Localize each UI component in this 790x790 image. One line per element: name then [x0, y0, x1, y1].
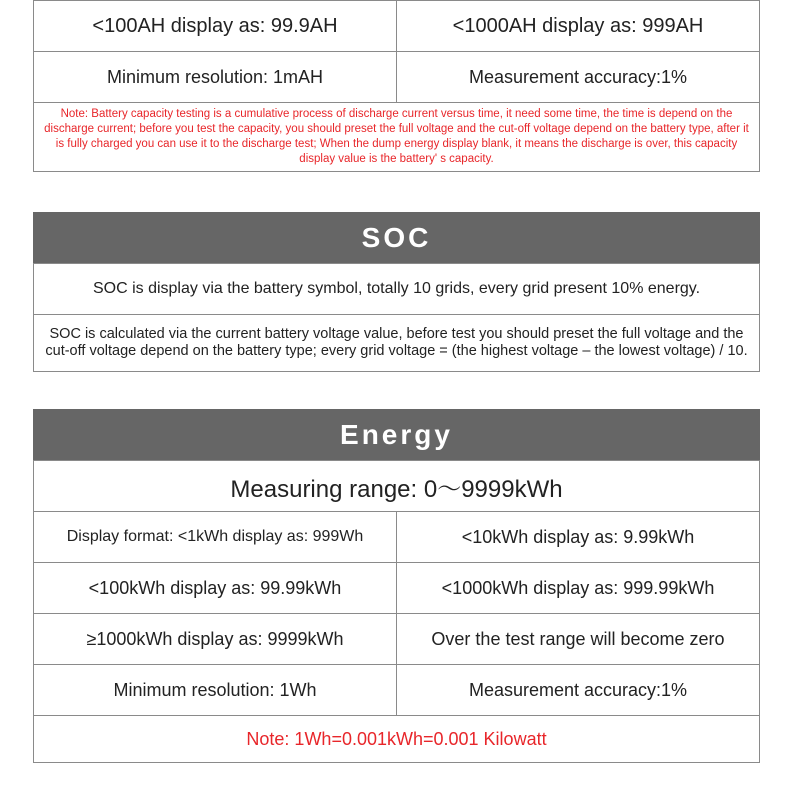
energy-row2-right: <1000kWh display as: 999.99kWh	[396, 562, 760, 614]
soc-line1: SOC is display via the battery symbol, totally 10 grids, every grid present 10% energy.	[33, 263, 760, 315]
capacity-row1-right: <1000AH display as: 999AH	[396, 0, 760, 52]
capacity-min-resolution: Minimum resolution: 1mAH	[33, 51, 397, 103]
energy-note: Note: 1Wh=0.001kWh=0.001 Kilowatt	[33, 715, 760, 763]
energy-row2-left: <100kWh display as: 99.99kWh	[33, 562, 397, 614]
energy-header: Energy	[33, 409, 760, 461]
energy-row3-left: ≥1000kWh display as: 9999kWh	[33, 613, 397, 665]
energy-min-resolution: Minimum resolution: 1Wh	[33, 664, 397, 716]
soc-header: SOC	[33, 212, 760, 264]
soc-line2: SOC is calculated via the current battery voltage value, before test you should preset the full voltage and the cut-off voltage depend on the battery type; every grid voltage = (the highest voltage – the lowest voltage) / 10.	[33, 314, 760, 372]
energy-row1-right: <10kWh display as: 9.99kWh	[396, 511, 760, 563]
energy-measuring-range: Measuring range: 0～9999kWh	[33, 460, 760, 512]
energy-accuracy: Measurement accuracy:1%	[396, 664, 760, 716]
energy-row1-left: Display format: <1kWh display as: 999Wh	[33, 511, 397, 563]
capacity-note: Note: Battery capacity testing is a cumulative process of discharge current versus time, it need some time, the time is depend on the discharge current; before you test the capacity, you should preset the full voltage and the cut-off voltage depend on the battery type, after it is fully charged you can use it to the discharge test; When the dump energy display blank, it means the discharge is over, this capacity display value is the battery' s capacity.	[33, 102, 760, 172]
energy-row3-right: Over the test range will become zero	[396, 613, 760, 665]
capacity-row1-left: <100AH display as: 99.9AH	[33, 0, 397, 52]
capacity-accuracy: Measurement accuracy:1%	[396, 51, 760, 103]
